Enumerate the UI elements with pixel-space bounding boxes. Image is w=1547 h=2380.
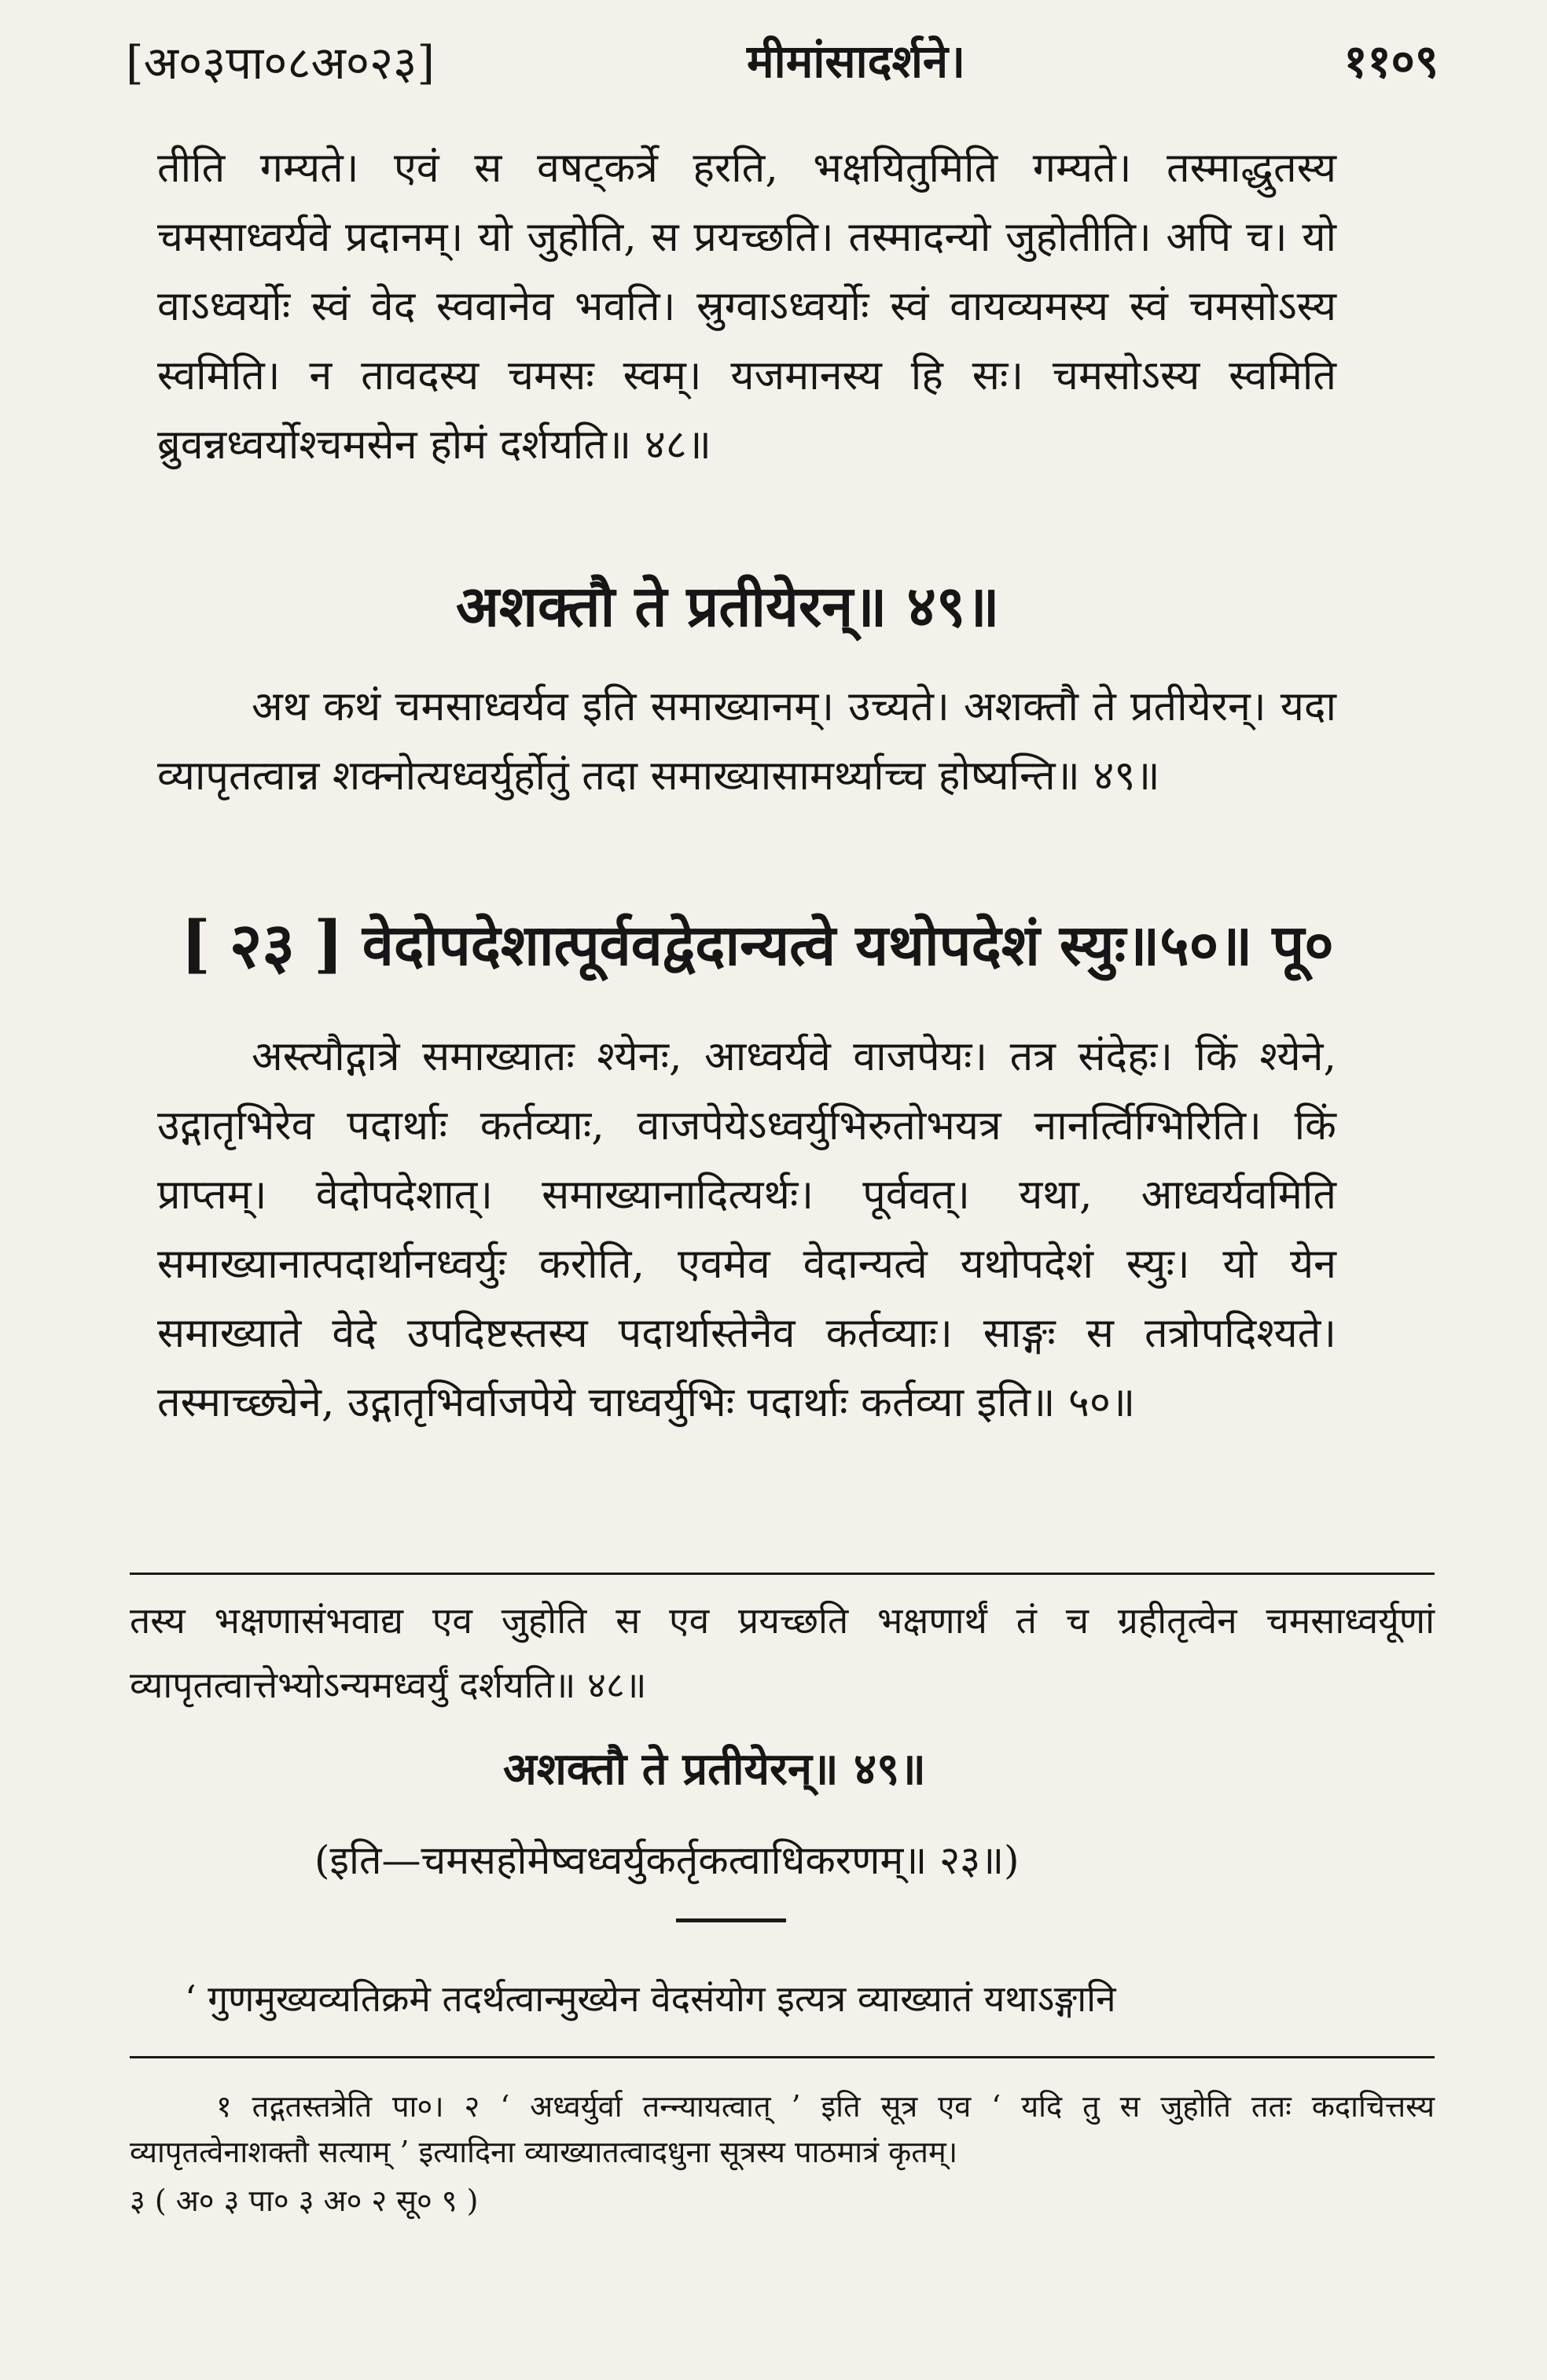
commentary-text: तस्य भक्षणासंभवाद्य एव जुहोति स एव प्रयच्छति भक्षणार्थं तं च ग्रहीतृत्वेन चमसाध्वर्यूणां व्यापृतत्वात्तेभ्योऽन्यमध्वर्युं दर्शयति॥ ४८॥ [130, 1599, 1435, 1706]
sutra-50-text: वेदोपदेशात्पूर्ववद्वेदान्यत्वे यथोपदेशं स्युः॥५०॥ पू० [362, 910, 1334, 978]
sutra-50-heading: [ २३ ] वेदोपदेशात्पूर्ववद्वेदान्यत्वे यथोपदेशं स्युः॥५०॥ पू० [181, 900, 1334, 986]
page-number: ११०९ [1343, 35, 1439, 88]
short-divider [676, 1918, 786, 1922]
footnote-1-2: १ तद्गतस्तत्रेति पा०। २ ‘ अध्वर्युर्वा तन्न्यायत्वात् ’ इति सूत्र एव ‘ यदि तु स जुहोति ततः कदाचित्तस्य व्यापृतत्वेनाशक्तौ सत्याम् ’ इत्यादिना व्याख्यातत्वादधुना सूत्रस्य पाठमात्रं कृतम्। [130, 2089, 1435, 2169]
chapter-reference: [अ०३पा०८अ०२३] [126, 36, 435, 90]
page-header [118, 24, 1446, 94]
adhikarana-colophon: (इति—चमसहोमेष्वध्वर्युकर्तृकत्वाधिकरणम्॥ २३॥) [314, 1837, 1020, 1883]
adhikarana-number: २३ [229, 908, 296, 982]
bhashya-paragraph-1: तीति गम्यते। एवं स वषट्कर्त्रे हरति, भक्षयितुमिति गम्यते। तस्माद्धुतस्य चमसाध्वर्यवे प्रदानम्। यो जुहोति, स प्रयच्छति। तस्मादन्यो जुहोतीति। अपि च। यो वाऽध्वर्योः स्वं वेद स्ववानेव भवति। स्रुग्वाऽध्वर्योः स्वं वायव्यमस्य स्वं चमसोऽस्य स्वमिति। न तावदस्य चमसः स्वम्। यजमानस्य हि सः। चमसोऽस्य स्वमिति ब्रुवन्नध्वर्योश्चमसेन होमं दर्शयति॥ ४८॥ [157, 145, 1336, 469]
section-divider [130, 1573, 1435, 1575]
commentary-sutra-49: अशक्तौ ते प्रतीयेरन्॥ ४९॥ [503, 1743, 926, 1795]
footnote-3: ३ ( अ० ३ पा० ३ अ० २ सू० ९ ) [130, 2183, 479, 2218]
running-title: मीमांसादर्शने। [747, 35, 966, 88]
footnote-divider [130, 2056, 1435, 2058]
bhashya-paragraph-3: अस्त्यौद्गात्रे समाख्यातः श्येनः, आध्वर्यवे वाजपेयः। तत्र संदेहः। किं श्येने, उद्गातृभिरेव पदार्थाः कर्तव्याः, वाजपेयेऽध्वर्युभिरुतोभयत्र नानर्त्विग्भिरिति। किं प्राप्तम्। वेदोपदेशात्। समाख्यानादित्यर्थः। पूर्ववत्। यथा, आध्वर्यवमिति समाख्यानात्पदार्थानध्वर्युः करोति, एवमेव वेदान्यत्वे यथोपदेशं स्युः। यो येन समाख्याते वेदे उपदिष्टस्तस्य पदार्थास्तेनैव कर्तव्याः। साङ्गः स तत्रोपदिश्यते। तस्माच्छ्येने, उद्गातृभिर्वाजपेये चाध्वर्युभिः पदार्थाः कर्तव्या इति॥ ५०॥ [157, 1033, 1336, 1426]
bhashya-paragraph-2: अथ कथं चमसाध्वर्यव इति समाख्यानम्। उच्यते। अशक्तौ ते प्रतीयेरन्। यदा व्यापृतत्वान्न शक्नोत्यध्वर्युर्होतुं तदा समाख्यासामर्थ्याच्च होष्यन्ति॥ ४९॥ [157, 683, 1336, 800]
sutra-49-heading: अशक्तौ ते प्रतीयेरन्॥ ४९॥ [456, 572, 1000, 639]
gloss-line: ‘ गुणमुख्यव्यतिक्रमे तदर्थत्वान्मुख्येन वेदसंयोग इत्यत्र व्याख्यातं यथाऽङ्गानि [185, 1977, 1116, 2020]
